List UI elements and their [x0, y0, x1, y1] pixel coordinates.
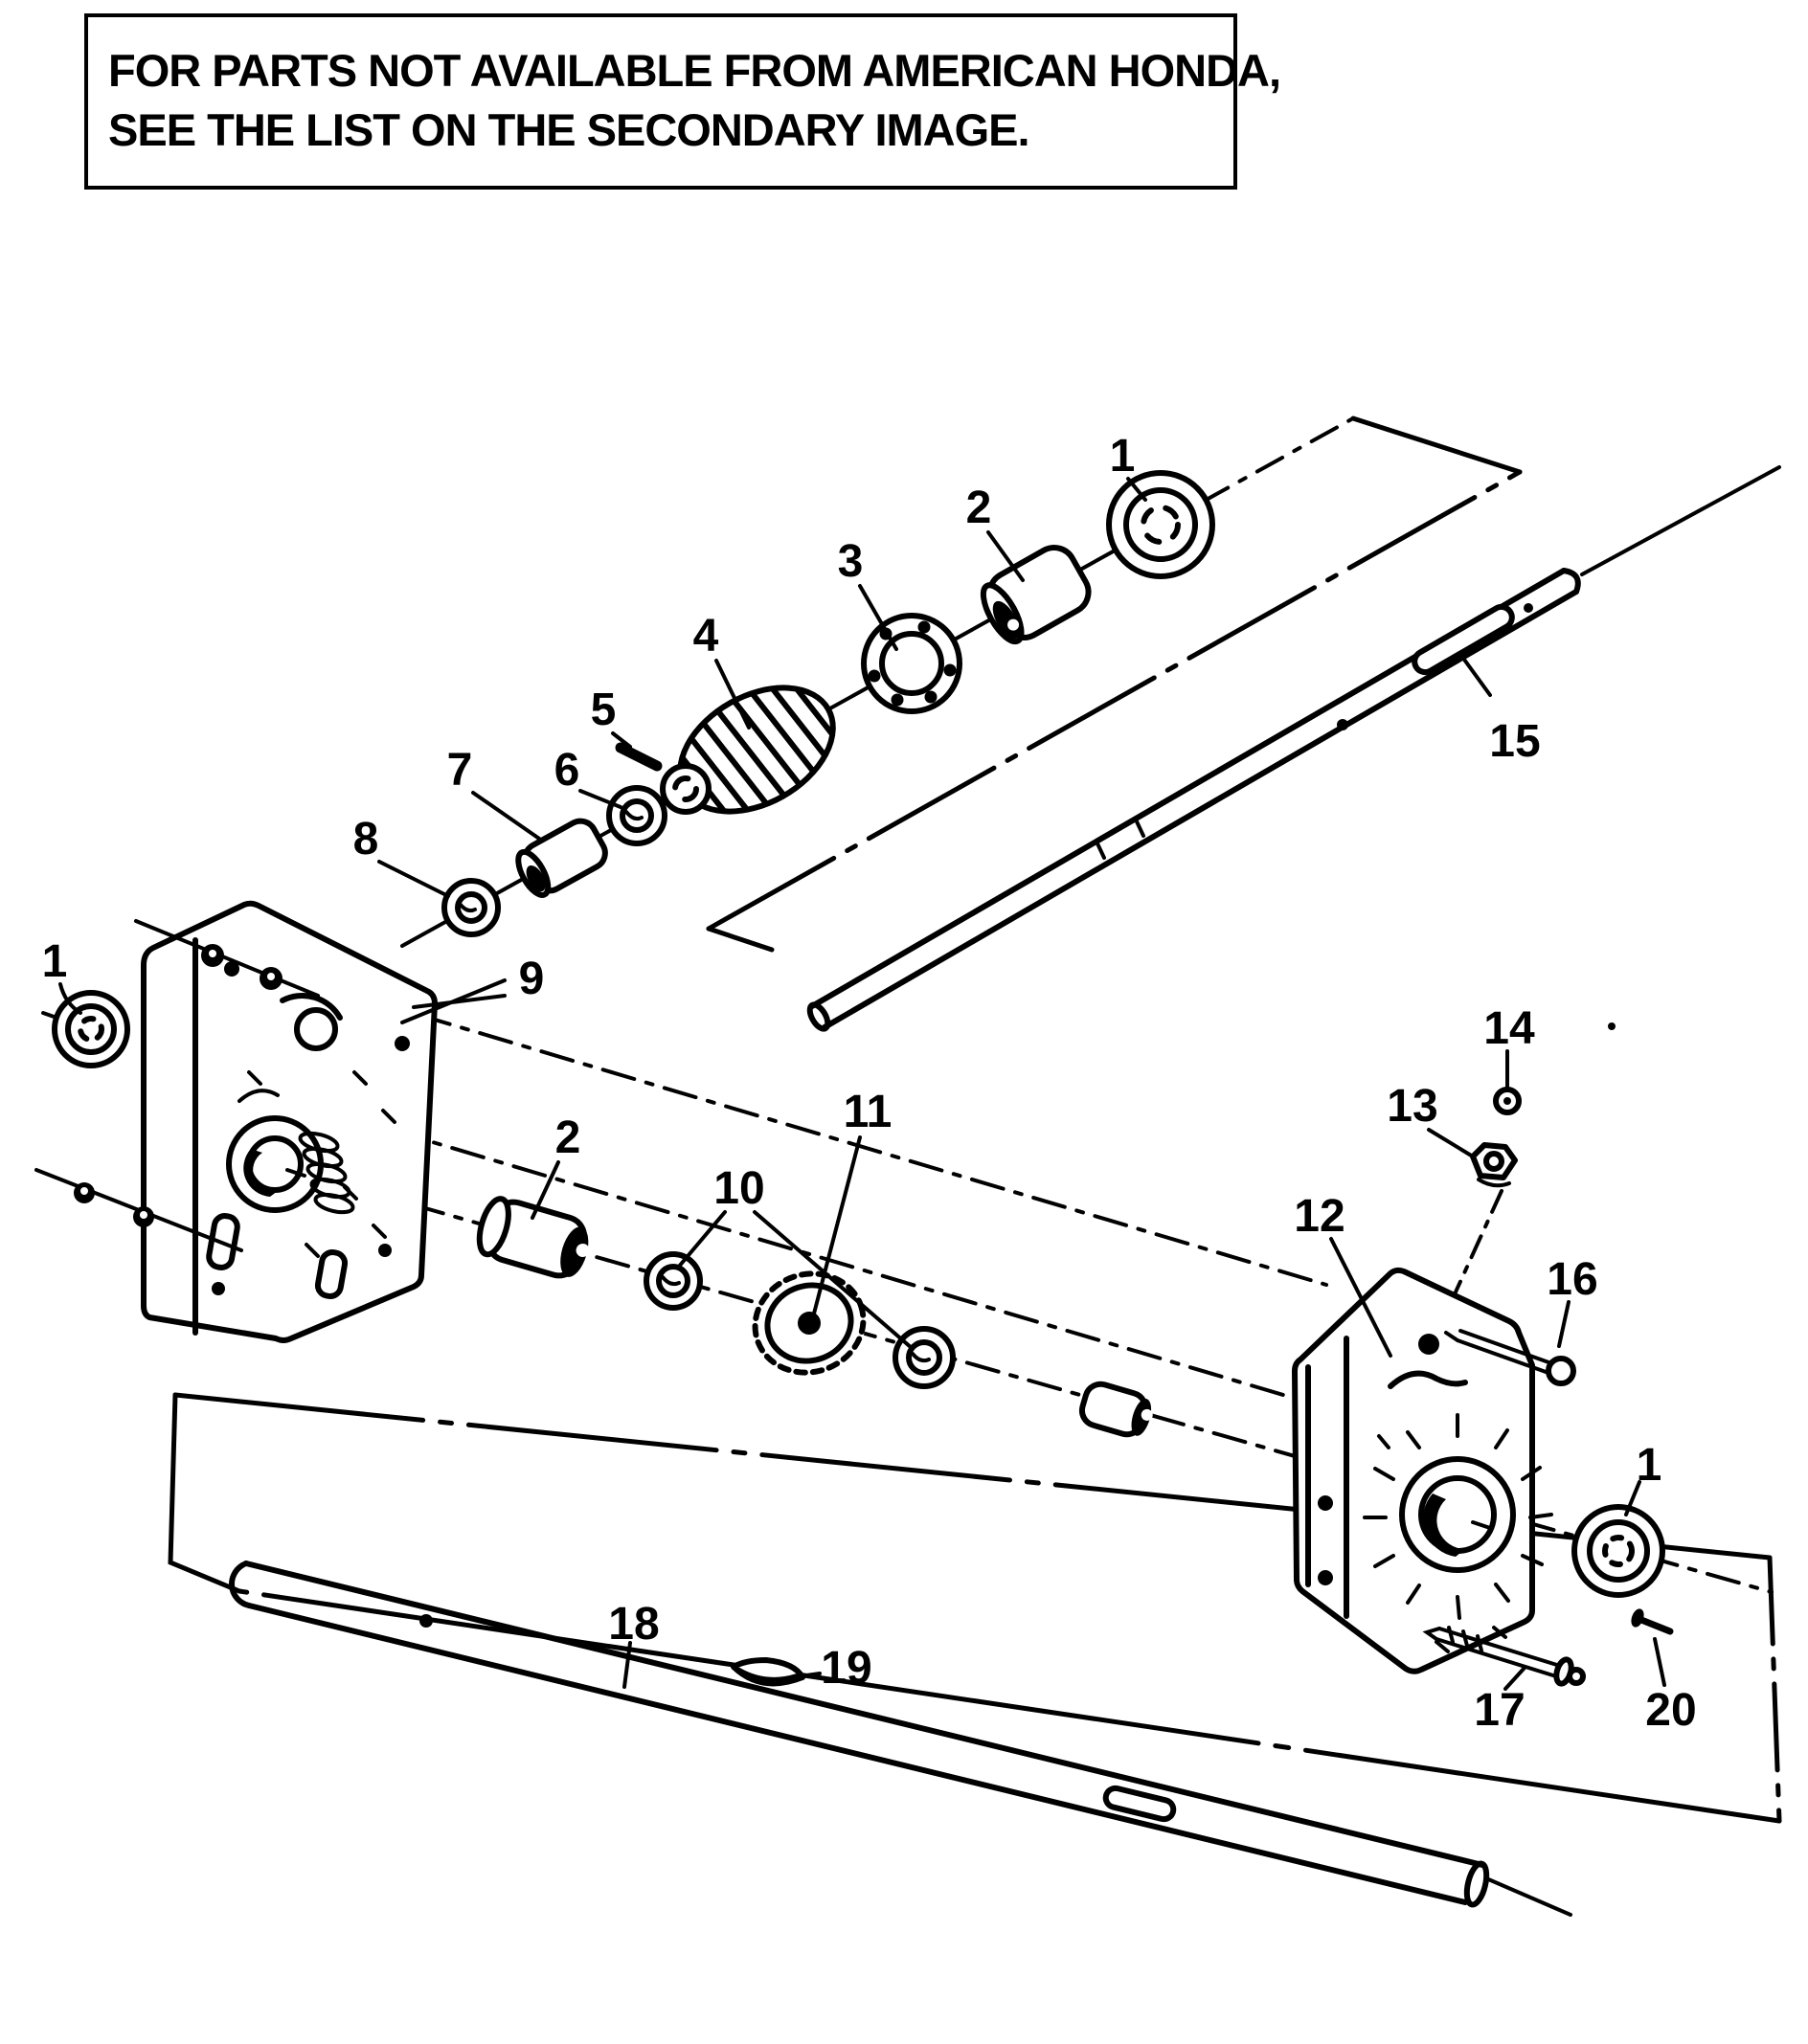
- plate9-slot-2: [316, 1250, 347, 1297]
- callout-1-right: 1: [1636, 1440, 1662, 1491]
- plate12-bolt-hole-1: [1318, 1495, 1333, 1511]
- bushing-2-top: [975, 540, 1096, 649]
- note-line-1: FOR PARTS NOT AVAILABLE FROM AMERICAN HONDA,: [108, 45, 1281, 96]
- bolt-washer-hole: [80, 1187, 88, 1195]
- leader-16: [1559, 1302, 1569, 1346]
- callout-15: 15: [1489, 716, 1541, 767]
- upper-panel-left-corner: [709, 929, 772, 950]
- callout-14: 14: [1483, 1003, 1535, 1054]
- right-gear-plate-12: [1295, 1270, 1551, 1672]
- shaft-tip-dot: [1524, 603, 1533, 613]
- shaft-step-tick-1: [1096, 842, 1104, 858]
- leader-13: [1429, 1130, 1473, 1157]
- callout-2-top: 2: [965, 483, 992, 533]
- callout-16: 16: [1547, 1254, 1598, 1305]
- callout-4: 4: [692, 611, 719, 662]
- plate9-bolt-hole-2: [395, 1036, 410, 1051]
- callout-18: 18: [608, 1599, 660, 1650]
- washer-8: [444, 881, 498, 934]
- key-19: [734, 1660, 802, 1683]
- callout-11: 11: [843, 1087, 893, 1137]
- callout-13: 13: [1387, 1081, 1438, 1132]
- shaft-dot: [1337, 719, 1348, 730]
- shaft-keyway-slot: [1411, 603, 1516, 676]
- plate9-upper-boss: [297, 1010, 335, 1048]
- leader-15: [1459, 653, 1490, 695]
- lower-panel-bottom-edge: [239, 1591, 1779, 1821]
- bolt-washer-hole: [140, 1211, 147, 1219]
- shaft-left-cap: [806, 1001, 831, 1031]
- callout-1-left: 1: [41, 936, 68, 987]
- plate12-bolt-hole-2: [1318, 1570, 1333, 1585]
- callout-7: 7: [446, 745, 473, 796]
- shaft-tip-cap: [1564, 571, 1578, 592]
- washer-10-left: [646, 1254, 700, 1308]
- screw-20: [1629, 1607, 1670, 1631]
- bearing-inner: [68, 1006, 114, 1052]
- axis-extension-line: [1582, 467, 1779, 574]
- bearing-1-top: [1109, 473, 1212, 576]
- nut-14: [1496, 1089, 1519, 1112]
- bearing-1-right: [1574, 1507, 1662, 1595]
- left-gear-plate-9: [144, 904, 435, 1340]
- gear-11: [738, 1256, 880, 1390]
- callout-10: 10: [713, 1163, 765, 1214]
- callout-9: 9: [518, 954, 545, 1004]
- worm-gear-4: [657, 659, 857, 840]
- callout-17: 17: [1474, 1685, 1526, 1736]
- callout-12: 12: [1294, 1191, 1345, 1242]
- callout-19: 19: [821, 1643, 872, 1694]
- nut-flange: [1479, 1179, 1509, 1185]
- washer-inner: [909, 1342, 939, 1373]
- washer-10-right: [895, 1329, 953, 1386]
- lower-panel: [170, 1395, 1779, 1821]
- washer-inner: [659, 1267, 688, 1295]
- nut-hole: [1503, 1097, 1511, 1105]
- bearing-inner: [1126, 490, 1195, 559]
- callout-1-top: 1: [1109, 431, 1136, 482]
- nut-body: [1473, 1145, 1515, 1178]
- shaft18-extension: [1486, 1878, 1571, 1915]
- plate12-outline: [1295, 1270, 1532, 1672]
- upper-panel-right-edge: [1353, 418, 1520, 472]
- note-box-border: [86, 15, 1235, 188]
- screw-shank: [1641, 1620, 1670, 1631]
- callout-20: 20: [1645, 1685, 1697, 1736]
- leader-8: [379, 862, 448, 896]
- callout-3: 3: [837, 536, 864, 587]
- callout-2-mid: 2: [554, 1112, 581, 1163]
- bolt-washer-hole: [267, 973, 275, 980]
- leader-19: [806, 1673, 820, 1675]
- washer-6: [609, 788, 665, 843]
- worm-hub-outer: [663, 766, 709, 812]
- plate9-bolt-hole-3: [212, 1282, 225, 1295]
- plate9-bore-inner: [249, 1138, 301, 1190]
- nut-13: [1473, 1145, 1515, 1185]
- stray-mark: [1608, 1022, 1616, 1030]
- callout-8: 8: [352, 814, 379, 865]
- bolt-washer-hole: [209, 950, 216, 957]
- lower-panel-right-edge: [1770, 1558, 1779, 1821]
- callout-6: 6: [554, 745, 580, 796]
- pin-5: [621, 748, 657, 766]
- callout-5: 5: [590, 685, 617, 735]
- bearing-inner: [1590, 1522, 1647, 1580]
- shaft18-top-line: [246, 1563, 1482, 1865]
- plate9-bolt-hole-4: [378, 1244, 392, 1257]
- leader-20: [1655, 1639, 1664, 1685]
- bolt-head-cap: [1570, 1670, 1583, 1683]
- bearing-3: [864, 616, 960, 711]
- bearing-1-left: [43, 993, 127, 1066]
- leader-7: [473, 793, 542, 841]
- washer-inner: [622, 801, 651, 830]
- spacer-bushing-mid: [1078, 1381, 1157, 1441]
- shaft18-dot: [419, 1614, 433, 1628]
- shaft18-right-cap: [1463, 1861, 1490, 1906]
- upper-axis-dashdot: [1203, 418, 1353, 502]
- plate12-top-hole: [1418, 1334, 1439, 1355]
- shaft-step-tick-2: [1136, 820, 1143, 836]
- shaft18-left-cap: [232, 1563, 249, 1606]
- bolt-head: [1548, 1359, 1573, 1383]
- note-line-2: SEE THE LIST ON THE SECONDARY IMAGE.: [108, 104, 1029, 155]
- worm-shaft-15: [806, 467, 1779, 1032]
- lower-panel-left-edge: [170, 1395, 239, 1591]
- note-box: [86, 15, 1280, 188]
